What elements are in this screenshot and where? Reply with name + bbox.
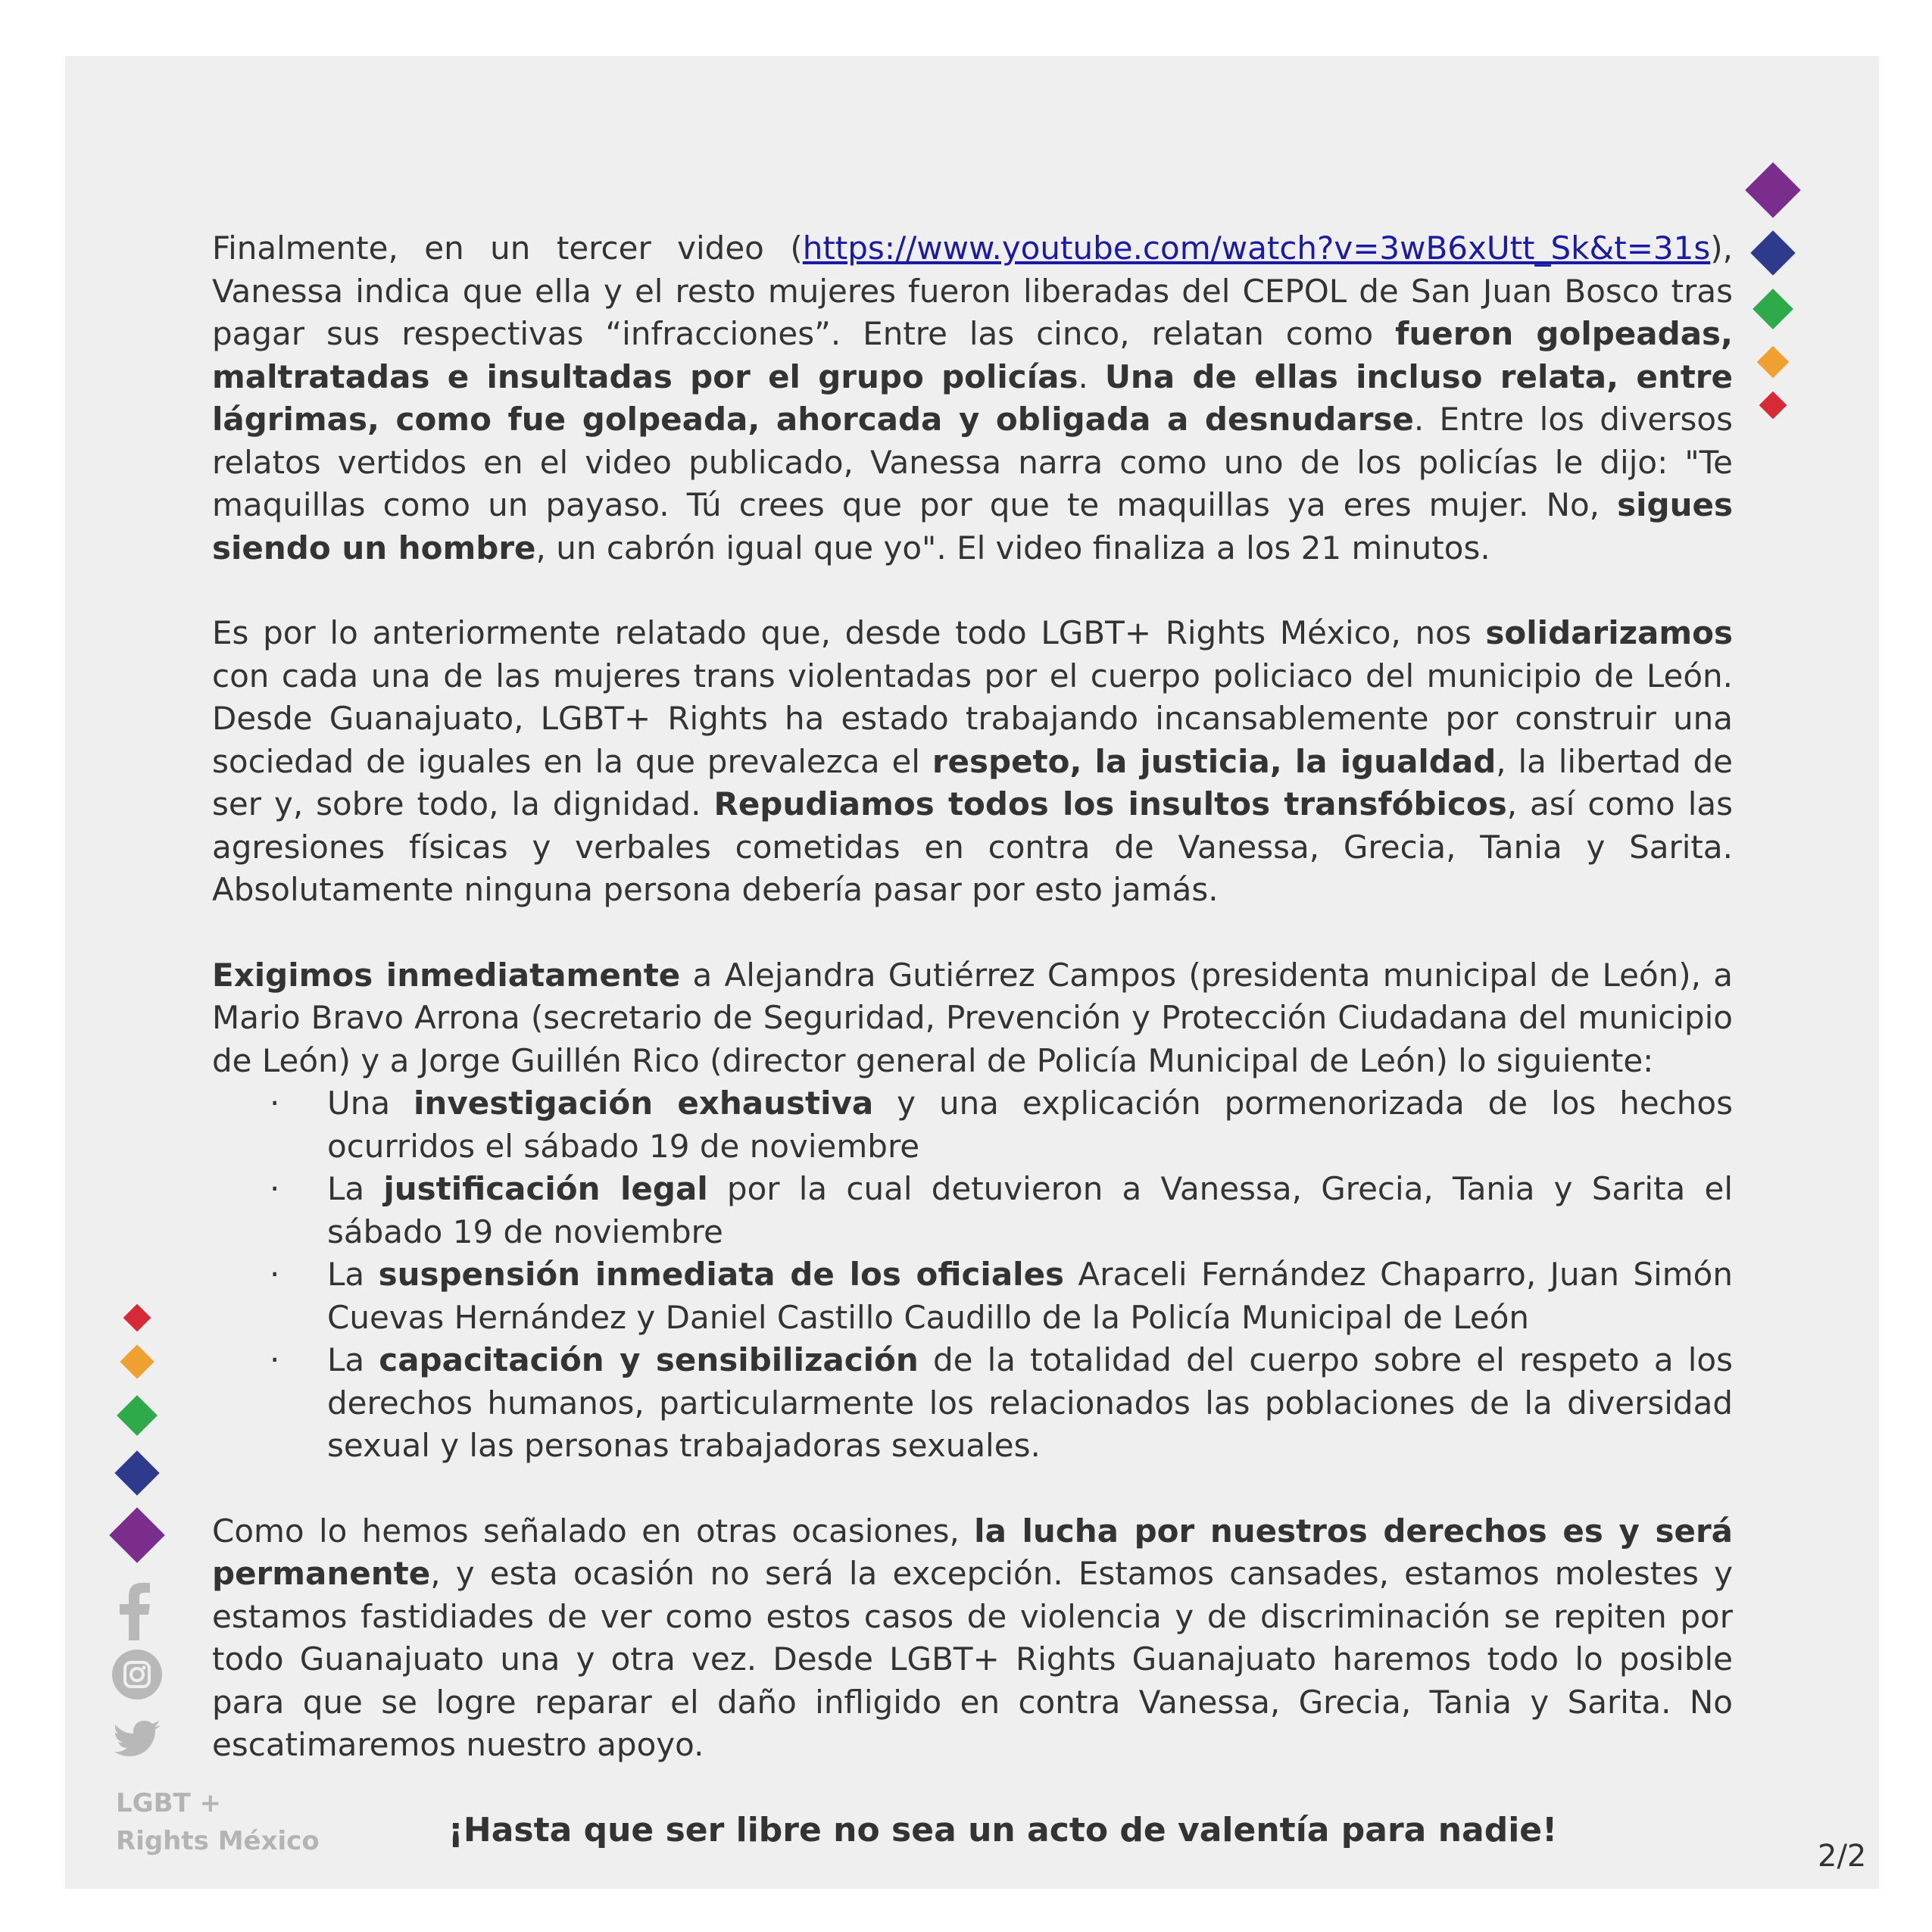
text: por la cual detuvieron a Vanessa, Grecia, Tania y Sarita el sábado 19 de noviembre xyxy=(327,1170,1733,1250)
text: , la libertad de ser y, sobre todo, la dignidad. xyxy=(212,742,1734,822)
text: . xyxy=(1078,357,1105,395)
text: Finalmente, en un tercer video ( xyxy=(212,229,803,267)
bold-text: Exigimos inmediatamente xyxy=(212,956,681,994)
youtube-link[interactable]: https://www.youtube.com/watch?v=3wB6xUtt_Sk&t=31s xyxy=(802,229,1711,267)
text: , así como las agresiones físicas y verbales cometidas en contra de Vanessa, Grecia, Tania y Sarita. Absolutamente ninguna persona debería pasar por esto jamás. xyxy=(212,785,1733,908)
closing-slogan: ¡Hasta que ser libre no sea un acto de valentía para nadie! xyxy=(448,1810,1558,1849)
text: Araceli Fernández Chaparro, Juan Simón Cuevas Hernández y Daniel Castillo Caudillo de la Policía Municipal de León xyxy=(327,1256,1733,1336)
bold-text: Una de ellas incluso relata, entre lágrimas, como fue golpeada, ahorcada y obligada a desnudarse xyxy=(212,357,1733,438)
text: Es por lo anteriormente relatado que, desde todo LGBT+ Rights México, nos xyxy=(212,614,1486,651)
list-item xyxy=(327,1082,1733,1168)
text: , un cabrón igual que yo". El video finaliza a los 21 minutos. xyxy=(535,529,1490,566)
bold-text: capacitación y sensibilización xyxy=(379,1341,919,1378)
text: ), Vanessa indica que ella y el resto mujeres fueron liberadas del CEPOL de San Juan Bosco tras pagar sus respectivas “infracciones”. Entre las cinco, relatan como xyxy=(212,229,1733,352)
paragraph-demands-intro xyxy=(212,954,1733,1083)
bold-text: respeto, la justicia, la igualdad xyxy=(932,742,1497,780)
article-body xyxy=(212,227,1733,1894)
bold-text: la lucha por nuestros derechos es y será permanente xyxy=(212,1512,1734,1592)
text: La xyxy=(327,1341,379,1378)
page-number: 2/2 xyxy=(1818,1839,1867,1874)
bold-text: sigues siendo un hombre xyxy=(212,486,1733,566)
bold-text: solidarizamos xyxy=(1485,614,1733,651)
bold-text: investigación exhaustiva xyxy=(414,1085,874,1122)
org-line-1: LGBT + xyxy=(116,1788,222,1818)
text: Como lo hemos señalado en otras ocasiones, xyxy=(212,1512,975,1550)
list-item xyxy=(327,1339,1733,1468)
paragraph-video xyxy=(212,227,1733,570)
text: y una explicación pormenorizada de los hechos ocurridos el sábado 19 de noviembre xyxy=(327,1085,1733,1165)
text: . Entre los diversos relatos vertidos en el video publicado, Vanessa narra como uno de los policías le dijo: "Te maquillas como un payaso. Tú crees que por que te maquillas ya eres mujer. No, xyxy=(212,401,1733,523)
org-line-2: Rights México xyxy=(116,1826,320,1856)
list-item xyxy=(327,1168,1733,1253)
instagram-icon[interactable] xyxy=(112,1650,162,1699)
bold-text: Repudiamos todos los insultos transfóbicos xyxy=(713,785,1507,822)
text: Una xyxy=(327,1085,414,1122)
demands-list xyxy=(212,1082,1733,1468)
bold-text: justificación legal xyxy=(383,1170,708,1207)
text: La xyxy=(327,1170,384,1207)
facebook-icon[interactable] xyxy=(118,1583,151,1640)
text: a Alejandra Gutiérrez Campos (presidenta municipal de León), a Mario Bravo Arrona (secretario de Seguridad, Prevención y Protección Ciudadana del municipio de León) y a Jorge Guillén Rico (director general de Policía Municipal de León) lo siguiente: xyxy=(212,956,1734,1079)
text: , y esta ocasión no será la excepción. Estamos cansades, estamos molestes y estamos fastidiades de ver como estos casos de violencia y de discriminación se repiten por todo Guanajuato una y otra vez. Desde LGBT+ Rights Guanajuato haremos todo lo posible para que se logre reparar el daño infligido en contra Vanessa, Grecia, Tania y Sarita. No escatimaremos nuestro apoyo. xyxy=(212,1555,1733,1763)
bold-text: suspensión inmediata de los oficiales xyxy=(378,1256,1065,1293)
twitter-icon[interactable] xyxy=(115,1721,161,1759)
paragraph-solidarity xyxy=(212,612,1733,912)
text: de la totalidad del cuerpo sobre el respeto a los derechos humanos, particularmente los relacionados las poblaciones de la diversidad sexual y las personas trabajadoras sexuales. xyxy=(327,1341,1733,1464)
text: con cada una de las mujeres trans violentadas por el cuerpo policiaco del municipio de León. Desde Guanajuato, LGBT+ Rights ha estado trabajando incansablemente por construir una sociedad de iguales en la que prevalezca el xyxy=(212,657,1733,780)
paragraph-struggle xyxy=(212,1510,1733,1767)
text: La xyxy=(327,1256,379,1293)
bold-text: fueron golpeadas, maltratadas e insultadas por el grupo policías xyxy=(212,315,1733,395)
list-item xyxy=(327,1253,1733,1339)
